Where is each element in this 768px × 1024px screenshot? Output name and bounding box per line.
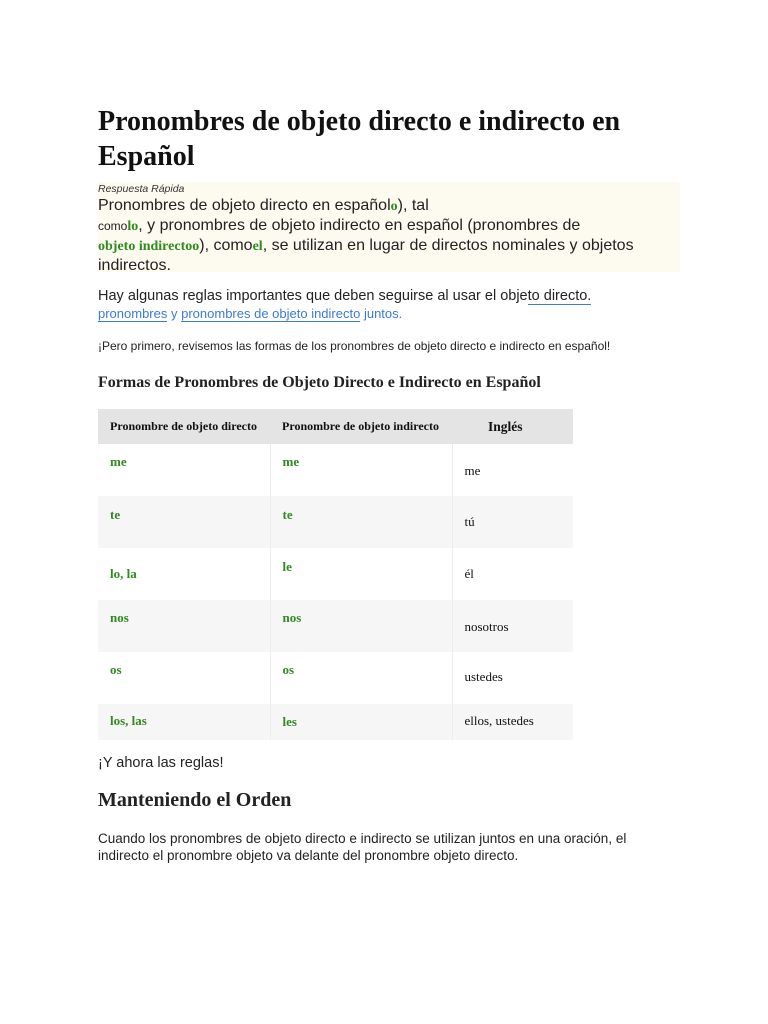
quick-answer-label: Respuesta Rápida xyxy=(98,183,185,195)
header-direct: Pronombre de objeto directo xyxy=(98,409,270,444)
header-english: Inglés xyxy=(452,409,573,444)
cell-english xyxy=(452,600,573,652)
cell-english-text: tú xyxy=(464,514,475,529)
cell-english xyxy=(452,704,573,740)
table-row xyxy=(98,444,573,496)
cell-direct xyxy=(98,444,270,496)
rules-intro-text: Hay algunas reglas importantes que deben seguirse al usar el obje xyxy=(98,288,528,304)
order-paragraph: Cuando los pronombres de objeto directo e indirecto se utilizan juntos en una oración, el indirecto el pronombre objeto va delante del pronombre objeto directo. xyxy=(98,831,627,863)
cell-english-text: me xyxy=(464,463,481,478)
table-row xyxy=(98,600,573,652)
cell-english-text: nosotros xyxy=(464,619,509,634)
table-row xyxy=(98,652,573,704)
link-pronombres-indirecto[interactable]: pronombres de objeto indirecto xyxy=(181,306,361,321)
table-header-row xyxy=(98,409,573,444)
cell-english xyxy=(452,496,573,548)
cell-direct-text: nos xyxy=(110,610,129,625)
qa-text-5: ), como xyxy=(199,237,253,254)
cell-english xyxy=(452,444,573,496)
table-row xyxy=(98,704,573,740)
table-row xyxy=(98,496,573,548)
rules-intro-mid: y xyxy=(167,306,182,321)
page-title: Pronombres de objeto directo e indirecto en Español xyxy=(98,106,621,172)
cell-direct xyxy=(98,548,270,600)
rules-lead: ¡Y ahora las reglas! xyxy=(98,755,224,771)
cell-indirect xyxy=(270,548,452,600)
qa-green-2: lo xyxy=(127,219,139,234)
cell-direct-text: me xyxy=(110,454,127,469)
qa-text-1: Pronombres de objeto directo en español xyxy=(98,197,391,214)
cell-indirect xyxy=(270,496,452,548)
table-row xyxy=(98,548,573,600)
cell-english-text: él xyxy=(464,566,474,581)
cell-english-text: ellos, ustedes xyxy=(464,713,534,728)
cell-indirect-text: me xyxy=(282,454,300,469)
rules-intro-end: juntos. xyxy=(360,306,403,321)
qa-text-4: , y pronombres de objeto indirecto en español (pronombres de xyxy=(138,217,581,234)
cell-indirect-text: nos xyxy=(282,610,302,625)
link-objeto-directo[interactable]: to directo. xyxy=(527,288,592,304)
intro-note: ¡Pero primero, revisemos las formas de los pronombres de objeto directo e indirecto en español! xyxy=(98,339,611,353)
cell-indirect xyxy=(270,444,452,496)
cell-direct xyxy=(98,704,270,740)
cell-indirect-text: les xyxy=(282,714,297,729)
cell-direct-text: lo, la xyxy=(110,566,137,581)
pronoun-table xyxy=(98,409,573,740)
cell-indirect xyxy=(270,600,452,652)
cell-english xyxy=(452,548,573,600)
cell-direct-text: los, las xyxy=(110,713,147,728)
link-pronombres[interactable]: pronombres xyxy=(98,306,168,321)
quick-answer-box xyxy=(98,182,680,272)
qa-text-3: como xyxy=(98,219,128,233)
cell-indirect-text: le xyxy=(282,559,292,574)
cell-english xyxy=(452,652,573,704)
table-heading: Formas de Pronombres de Objeto Directo e Indirecto en Español xyxy=(98,374,541,391)
header-indirect: Pronombre de objeto indirecto xyxy=(270,409,452,444)
cell-indirect xyxy=(270,652,452,704)
rules-intro-paragraph xyxy=(98,288,658,323)
cell-direct xyxy=(98,600,270,652)
quick-answer-text xyxy=(98,196,658,275)
qa-green-1: o xyxy=(390,199,398,214)
cell-direct-text: os xyxy=(110,662,122,677)
qa-text-6: , se utilizan en lugar de directos nominales y objetos indirectos. xyxy=(98,237,634,274)
cell-direct xyxy=(98,496,270,548)
cell-direct-text: te xyxy=(110,507,121,522)
cell-indirect-text: os xyxy=(282,662,295,677)
qa-green-4: el xyxy=(252,239,263,254)
qa-green-3: objeto indirectoo xyxy=(98,239,200,254)
cell-indirect-text: te xyxy=(282,507,293,522)
cell-english-text: ustedes xyxy=(464,669,503,684)
cell-indirect xyxy=(270,704,452,740)
qa-text-2: ), tal xyxy=(397,197,429,214)
section-heading-order: Manteniendo el Orden xyxy=(98,789,292,811)
cell-direct xyxy=(98,652,270,704)
